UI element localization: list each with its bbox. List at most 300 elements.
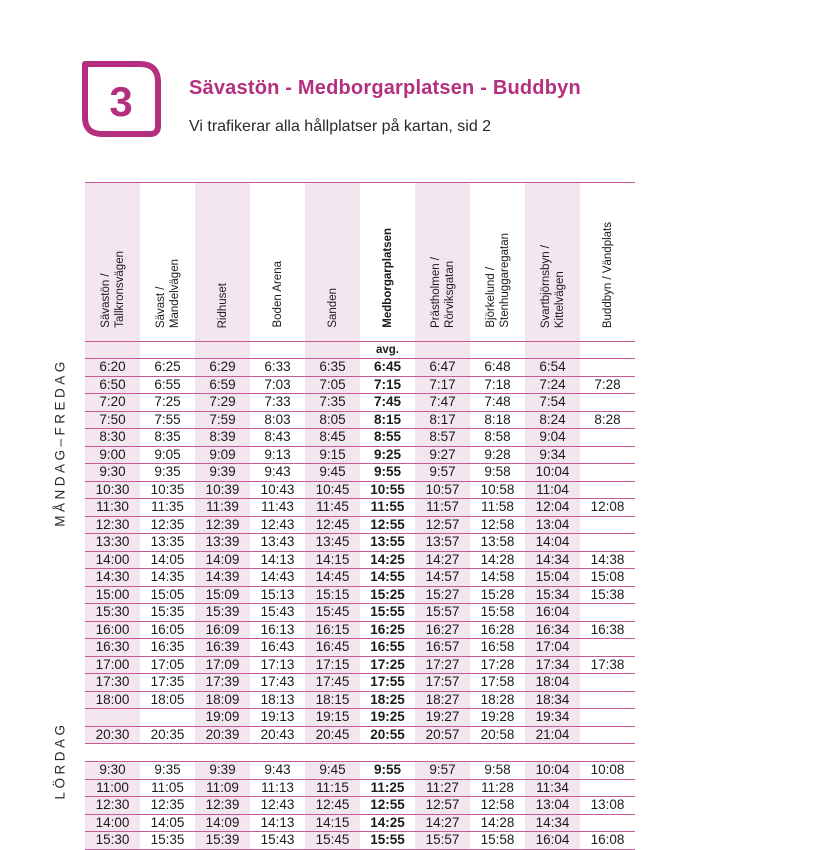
note-cell: [580, 342, 635, 359]
departure-time: 10:58: [470, 481, 525, 499]
timetable-row: [85, 674, 635, 692]
timetable-row: [85, 429, 635, 447]
departure-time: 14:30: [85, 569, 140, 587]
departure-time: 14:27: [415, 814, 470, 832]
departure-time: 19:27: [415, 709, 470, 727]
timetable-row: [85, 359, 635, 377]
timetable-row: [85, 481, 635, 499]
departure-time: 14:27: [415, 551, 470, 569]
timetable-row: [85, 814, 635, 832]
departure-time: 10:04: [525, 762, 580, 780]
departure-time: 11:13: [250, 779, 305, 797]
departure-time: 15:09: [195, 586, 250, 604]
departure-time: 14:05: [140, 551, 195, 569]
departure-time: 17:05: [140, 656, 195, 674]
timetable-row: [85, 586, 635, 604]
departure-time: 8:57: [415, 429, 470, 447]
departure-time: 11:27: [415, 779, 470, 797]
departure-time: 8:17: [415, 411, 470, 429]
departure-time: 7:35: [305, 394, 360, 412]
departure-time: 14:35: [140, 569, 195, 587]
stop-header-row: [85, 183, 635, 342]
departure-time: 9:55: [360, 762, 415, 780]
departure-time: 11:35: [140, 499, 195, 517]
departure-time: 14:00: [85, 551, 140, 569]
departure-time: 16:55: [360, 639, 415, 657]
departure-time: 16:04: [525, 832, 580, 850]
note-cell: [250, 342, 305, 359]
stop-name: Medborgarplatsen: [381, 228, 394, 328]
departure-time: 9:34: [525, 446, 580, 464]
departure-time: 9:30: [85, 464, 140, 482]
stop-header: [250, 183, 305, 342]
departure-time: 12:39: [195, 797, 250, 815]
departure-time: 15:30: [85, 604, 140, 622]
departure-time: 15:15: [305, 586, 360, 604]
departure-time: 13:55: [360, 534, 415, 552]
timetable-row: [85, 516, 635, 534]
departure-time: 9:05: [140, 446, 195, 464]
departure-time: 16:30: [85, 639, 140, 657]
departure-time: 20:57: [415, 726, 470, 744]
departure-time: 14:55: [360, 569, 415, 587]
departure-time: 17:35: [140, 674, 195, 692]
timetable-row: [85, 551, 635, 569]
departure-time: 7:50: [85, 411, 140, 429]
departure-time: 6:20: [85, 359, 140, 377]
departure-time: 13:43: [250, 534, 305, 552]
departure-time: 8:03: [250, 411, 305, 429]
departure-time: 13:35: [140, 534, 195, 552]
departure-time: [580, 481, 635, 499]
departure-time: 11:25: [360, 779, 415, 797]
departure-time: 20:30: [85, 726, 140, 744]
departure-time: 15:30: [85, 832, 140, 850]
departure-time: 16:13: [250, 621, 305, 639]
departure-time: 7:48: [470, 394, 525, 412]
departure-time: 18:25: [360, 691, 415, 709]
departure-time: 18:34: [525, 691, 580, 709]
departure-time: 17:28: [470, 656, 525, 674]
departure-time: 11:28: [470, 779, 525, 797]
departure-time: 20:43: [250, 726, 305, 744]
departure-time: 16:04: [525, 604, 580, 622]
departure-time: [580, 359, 635, 377]
departure-time: 15:34: [525, 586, 580, 604]
departure-time: 13:04: [525, 797, 580, 815]
timetable-row: [85, 832, 635, 850]
saturday-timetable: [85, 762, 635, 850]
timetable-row: [85, 411, 635, 429]
stop-header: [525, 183, 580, 342]
departure-time: 12:08: [580, 499, 635, 517]
departure-time: 7:25: [140, 394, 195, 412]
departure-time: 7:03: [250, 376, 305, 394]
departure-time: 7:29: [195, 394, 250, 412]
stop-header: [360, 183, 415, 342]
departure-time: 11:00: [85, 779, 140, 797]
stop-header: [85, 183, 140, 342]
departure-time: 16:38: [580, 621, 635, 639]
timetable-row: [85, 709, 635, 727]
departure-time: 9:45: [305, 464, 360, 482]
departure-time: 17:34: [525, 656, 580, 674]
departure-time: 15:39: [195, 832, 250, 850]
timetable-row: [85, 621, 635, 639]
departure-time: 19:34: [525, 709, 580, 727]
stop-name: Sanden: [326, 288, 339, 328]
timetable-row: [85, 639, 635, 657]
departure-time: 13:30: [85, 534, 140, 552]
departure-time: 17:25: [360, 656, 415, 674]
departure-time: 12:30: [85, 516, 140, 534]
departure-time: 16:27: [415, 621, 470, 639]
departure-time: 12:43: [250, 516, 305, 534]
departure-time: 17:27: [415, 656, 470, 674]
departure-time: 9:25: [360, 446, 415, 464]
departure-time: 10:30: [85, 481, 140, 499]
departure-time: 15:04: [525, 569, 580, 587]
departure-time: 21:04: [525, 726, 580, 744]
timetable: [85, 182, 635, 850]
departure-time: 14:39: [195, 569, 250, 587]
departure-time: 16:39: [195, 639, 250, 657]
departure-time: 14:45: [305, 569, 360, 587]
departure-time: 17:43: [250, 674, 305, 692]
departure-time: 17:55: [360, 674, 415, 692]
stop-name: Boden Arena: [271, 261, 284, 328]
departure-time: 11:30: [85, 499, 140, 517]
departure-time: 14:38: [580, 551, 635, 569]
page-title: Sävastön - Medborgarplatsen - Buddbyn: [189, 77, 581, 99]
departure-time: 9:35: [140, 464, 195, 482]
departure-time: 16:09: [195, 621, 250, 639]
departure-time: 11:55: [360, 499, 415, 517]
saturday-label: LÖRDAG: [52, 721, 68, 800]
departure-time: 18:09: [195, 691, 250, 709]
timetable-row: [85, 394, 635, 412]
departure-time: 11:57: [415, 499, 470, 517]
note-cell: [415, 342, 470, 359]
departure-time: 10:39: [195, 481, 250, 499]
departure-time: 20:35: [140, 726, 195, 744]
departure-time: [580, 709, 635, 727]
departure-time: [85, 709, 140, 727]
departure-time: 15:43: [250, 832, 305, 850]
route-number-badge: [80, 60, 162, 138]
departure-time: 6:45: [360, 359, 415, 377]
stop-name: Svartbjörnsbyn / Kittelvägen: [539, 244, 566, 328]
departure-time: [580, 726, 635, 744]
departure-time: 14:28: [470, 814, 525, 832]
departure-time: [580, 429, 635, 447]
departure-time: 11:04: [525, 481, 580, 499]
note-cell: [195, 342, 250, 359]
departure-time: 9:04: [525, 429, 580, 447]
departure-time: 18:05: [140, 691, 195, 709]
departure-time: 8:35: [140, 429, 195, 447]
departure-time: [580, 464, 635, 482]
departure-time: 7:18: [470, 376, 525, 394]
departure-time: 12:30: [85, 797, 140, 815]
departure-time: 20:39: [195, 726, 250, 744]
departure-time: 15:55: [360, 832, 415, 850]
timetable-row: [85, 779, 635, 797]
departure-time: [580, 446, 635, 464]
stop-name: Sävastön / Tallkronsvägen: [99, 251, 126, 328]
departure-time: 9:57: [415, 464, 470, 482]
departure-time: 13:57: [415, 534, 470, 552]
departure-time: 9:58: [470, 762, 525, 780]
stop-header: [580, 183, 635, 342]
departure-time: 9:43: [250, 464, 305, 482]
departure-time: 9:35: [140, 762, 195, 780]
departure-time: 14:05: [140, 814, 195, 832]
departure-time: 11:45: [305, 499, 360, 517]
departure-time: 18:04: [525, 674, 580, 692]
departure-time: 9:55: [360, 464, 415, 482]
departure-time: 7:55: [140, 411, 195, 429]
departure-time: 16:05: [140, 621, 195, 639]
departure-time: 19:13: [250, 709, 305, 727]
departure-time: 17:30: [85, 674, 140, 692]
departure-time: 8:18: [470, 411, 525, 429]
departure-time: 15:35: [140, 832, 195, 850]
departure-time: 15:13: [250, 586, 305, 604]
stop-name: Björkelund / Stenhuggaregatan: [484, 233, 511, 328]
timetable-row: [85, 726, 635, 744]
stop-header: [470, 183, 525, 342]
departure-time: 8:15: [360, 411, 415, 429]
page-subtitle: Vi trafikerar alla hållplatser på kartan, sid 2: [189, 118, 492, 135]
departure-time: 16:45: [305, 639, 360, 657]
departure-time: 19:15: [305, 709, 360, 727]
departure-time: 9:43: [250, 762, 305, 780]
departure-time: 9:39: [195, 762, 250, 780]
timetable-row: [85, 446, 635, 464]
departure-time: [580, 394, 635, 412]
departure-time: 9:30: [85, 762, 140, 780]
departure-time: 8:45: [305, 429, 360, 447]
departure-time: 14:13: [250, 551, 305, 569]
departure-time: 19:28: [470, 709, 525, 727]
departure-time: 15:55: [360, 604, 415, 622]
departure-time: 19:25: [360, 709, 415, 727]
route-number: 3: [109, 78, 133, 125]
departure-time: 17:39: [195, 674, 250, 692]
departure-time: 9:28: [470, 446, 525, 464]
stop-name: Sävast / Mandelvägen: [154, 258, 181, 328]
departure-time: 7:47: [415, 394, 470, 412]
departure-time: 12:35: [140, 516, 195, 534]
departure-time: 20:45: [305, 726, 360, 744]
departure-time: 10:04: [525, 464, 580, 482]
departure-time: 12:55: [360, 516, 415, 534]
note-cell: [470, 342, 525, 359]
departure-time: 12:55: [360, 797, 415, 815]
departure-time: 8:30: [85, 429, 140, 447]
timetable-row: [85, 534, 635, 552]
timetable-row: [85, 691, 635, 709]
departure-time: 6:55: [140, 376, 195, 394]
departure-time: 8:43: [250, 429, 305, 447]
note-cell: [305, 342, 360, 359]
departure-time: 17:45: [305, 674, 360, 692]
departure-time: 16:43: [250, 639, 305, 657]
stop-header: [305, 183, 360, 342]
departure-time: 7:17: [415, 376, 470, 394]
departure-time: 16:57: [415, 639, 470, 657]
note-cell: [140, 342, 195, 359]
departure-time: 15:39: [195, 604, 250, 622]
departure-time: 9:45: [305, 762, 360, 780]
departure-time: 9:13: [250, 446, 305, 464]
departure-time: 15:38: [580, 586, 635, 604]
departure-time: 14:28: [470, 551, 525, 569]
departure-time: 7:20: [85, 394, 140, 412]
departure-time: 7:59: [195, 411, 250, 429]
departure-time: 15:25: [360, 586, 415, 604]
departure-time: 17:15: [305, 656, 360, 674]
departure-time: 17:57: [415, 674, 470, 692]
departure-time: 14:25: [360, 551, 415, 569]
departure-time: 16:28: [470, 621, 525, 639]
departure-time: 18:13: [250, 691, 305, 709]
departure-time: 16:00: [85, 621, 140, 639]
stop-header: [415, 183, 470, 342]
departure-time: 14:13: [250, 814, 305, 832]
stop-name: Ridhuset: [216, 282, 229, 328]
departure-time: 20:58: [470, 726, 525, 744]
departure-time: 14:09: [195, 551, 250, 569]
departure-time: 14:00: [85, 814, 140, 832]
departure-time: 11:05: [140, 779, 195, 797]
timetable-row: [85, 499, 635, 517]
departure-time: 8:24: [525, 411, 580, 429]
departure-time: 7:54: [525, 394, 580, 412]
departure-time: 18:27: [415, 691, 470, 709]
departure-time: 11:58: [470, 499, 525, 517]
timetable-row: [85, 656, 635, 674]
departure-time: 9:39: [195, 464, 250, 482]
departure-time: 15:05: [140, 586, 195, 604]
departure-time: [140, 709, 195, 727]
departure-time: 16:34: [525, 621, 580, 639]
departure-time: 12:45: [305, 797, 360, 815]
departure-time: 6:50: [85, 376, 140, 394]
departure-time: 17:09: [195, 656, 250, 674]
departure-time: 6:48: [470, 359, 525, 377]
departure-time: 15:43: [250, 604, 305, 622]
departure-time: [580, 691, 635, 709]
departure-time: 11:09: [195, 779, 250, 797]
departure-time: 16:08: [580, 832, 635, 850]
departure-time: 9:15: [305, 446, 360, 464]
departure-time: 13:45: [305, 534, 360, 552]
departure-time: 9:09: [195, 446, 250, 464]
departure-time: 10:08: [580, 762, 635, 780]
departure-time: [580, 779, 635, 797]
departure-time: 12:45: [305, 516, 360, 534]
departure-time: [580, 516, 635, 534]
departure-time: 15:58: [470, 604, 525, 622]
departure-note: avg.: [360, 342, 415, 359]
timetable-row: [85, 604, 635, 622]
departure-time: 14:25: [360, 814, 415, 832]
departure-time: 14:04: [525, 534, 580, 552]
departure-time: 14:34: [525, 551, 580, 569]
departure-time: 20:55: [360, 726, 415, 744]
departure-time: 19:09: [195, 709, 250, 727]
departure-time: 15:57: [415, 604, 470, 622]
departure-time: 8:05: [305, 411, 360, 429]
departure-time: 6:29: [195, 359, 250, 377]
departure-time: 9:58: [470, 464, 525, 482]
departure-time: 14:09: [195, 814, 250, 832]
departure-time: 15:00: [85, 586, 140, 604]
departure-time: 14:15: [305, 814, 360, 832]
departure-time: 6:59: [195, 376, 250, 394]
departure-time: 12:35: [140, 797, 195, 815]
departure-time: 10:55: [360, 481, 415, 499]
departure-time: 15:27: [415, 586, 470, 604]
departure-time: 15:45: [305, 604, 360, 622]
departure-time: [580, 814, 635, 832]
weekday-timetable: [85, 359, 635, 744]
departure-time: 14:57: [415, 569, 470, 587]
departure-time: 7:33: [250, 394, 305, 412]
departure-time: 12:58: [470, 797, 525, 815]
timetable-row: [85, 569, 635, 587]
departure-time: 13:58: [470, 534, 525, 552]
departure-time: [580, 604, 635, 622]
timetable-row: [85, 797, 635, 815]
departure-time: 11:43: [250, 499, 305, 517]
departure-time: 14:34: [525, 814, 580, 832]
departure-time: 6:35: [305, 359, 360, 377]
departure-time: [580, 674, 635, 692]
departure-time: 13:39: [195, 534, 250, 552]
departure-time: 15:28: [470, 586, 525, 604]
departure-time: 18:28: [470, 691, 525, 709]
departure-time: 11:15: [305, 779, 360, 797]
departure-time: 7:45: [360, 394, 415, 412]
departure-time: 9:00: [85, 446, 140, 464]
departure-time: 10:57: [415, 481, 470, 499]
departure-time: 6:33: [250, 359, 305, 377]
departure-time: 6:25: [140, 359, 195, 377]
timetable-row: [85, 464, 635, 482]
departure-time: 13:04: [525, 516, 580, 534]
note-cell: [525, 342, 580, 359]
departure-time: 8:39: [195, 429, 250, 447]
departure-time: 6:54: [525, 359, 580, 377]
departure-time: 8:55: [360, 429, 415, 447]
departure-time: 8:58: [470, 429, 525, 447]
departure-time: 13:08: [580, 797, 635, 815]
departure-time: 12:43: [250, 797, 305, 815]
departure-time: [580, 534, 635, 552]
stop-header: [195, 183, 250, 342]
departure-time: 10:45: [305, 481, 360, 499]
departure-note-row: [85, 342, 635, 359]
departure-time: 12:39: [195, 516, 250, 534]
departure-time: 14:58: [470, 569, 525, 587]
departure-time: 15:57: [415, 832, 470, 850]
timetable-row: [85, 762, 635, 780]
weekday-label: MÅNDAG–FREDAG: [52, 358, 68, 527]
departure-time: 7:24: [525, 376, 580, 394]
